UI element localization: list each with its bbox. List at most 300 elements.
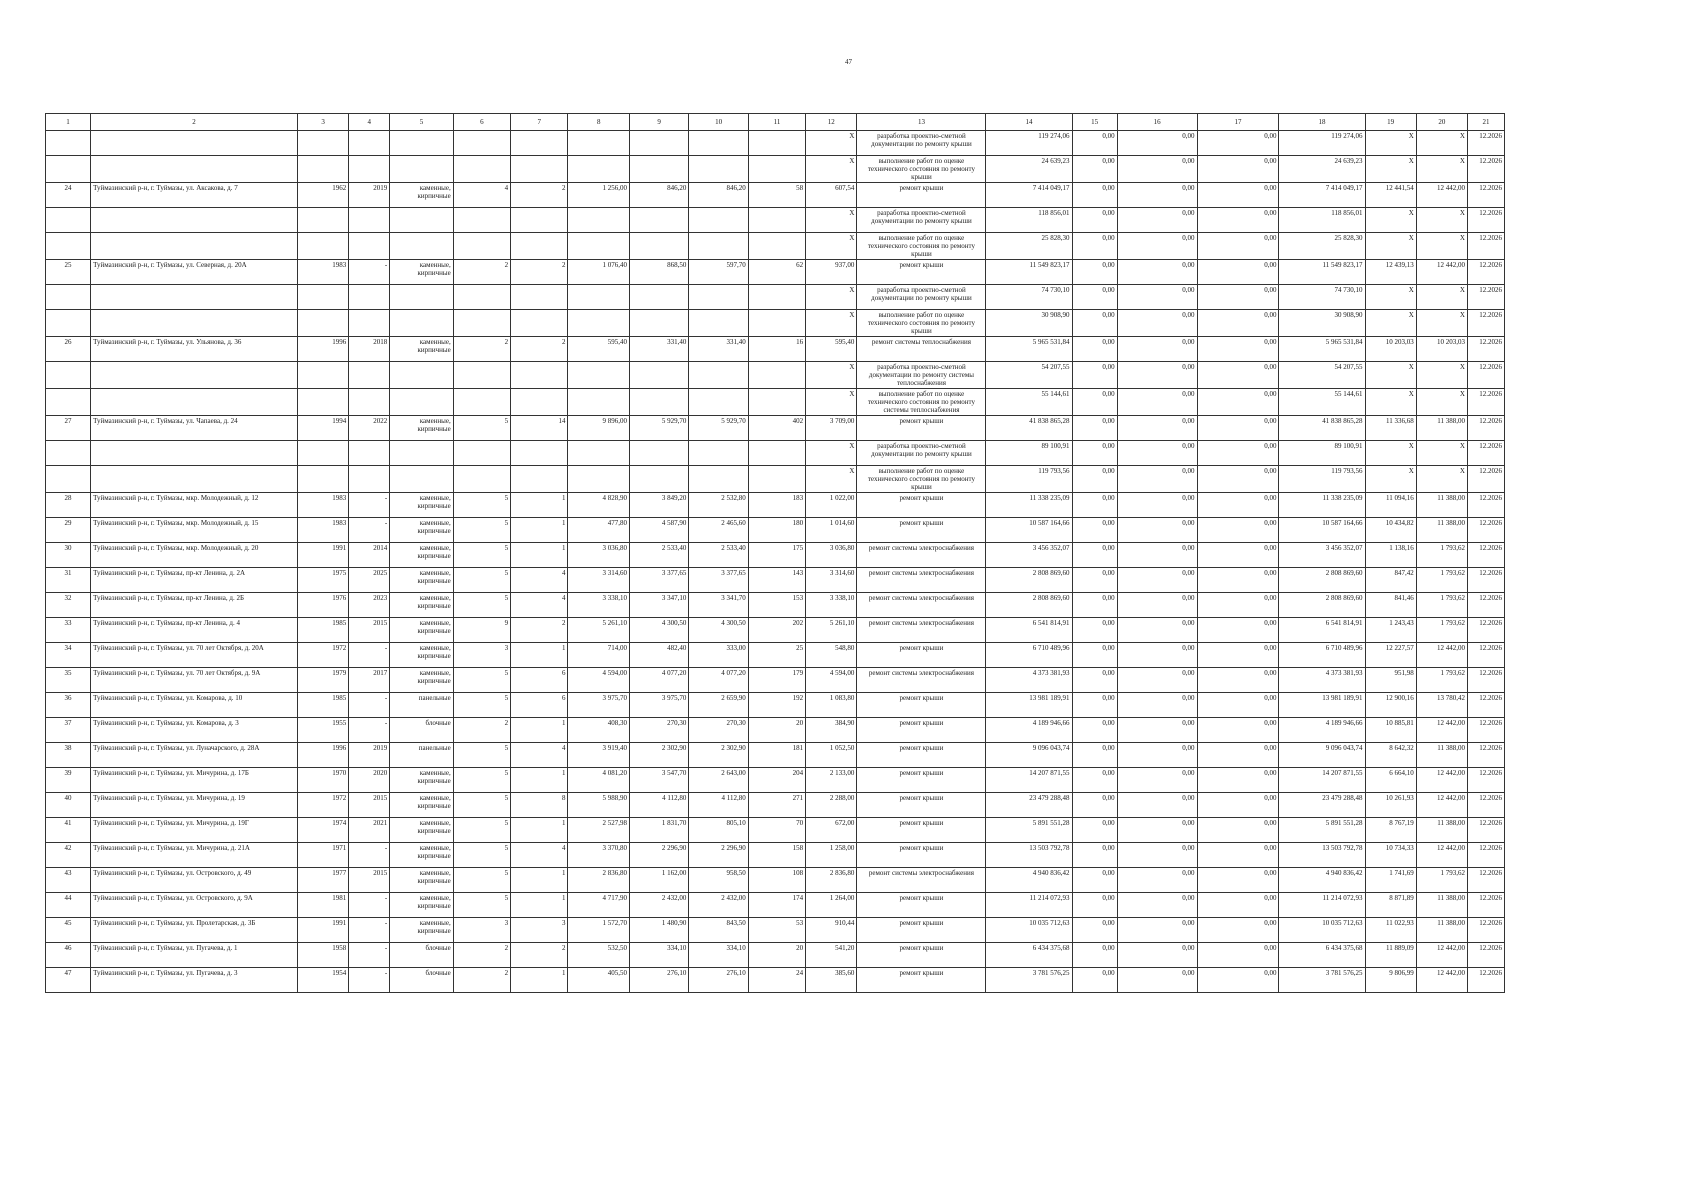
address-cell: Туймазинский р-н, г. Туймазы, ул. 70 лет Октября, д. 20А [91, 643, 298, 668]
year-last-repair-cell [349, 285, 390, 310]
year-last-repair-cell: - [349, 518, 390, 543]
residents-cell [748, 441, 805, 466]
wall-material-cell: каменные, кирпичные [390, 768, 454, 793]
total-cost-cell: 89 100,91 [986, 441, 1072, 466]
row-number-cell: 29 [46, 518, 91, 543]
address-cell [91, 285, 298, 310]
completion-date-cell: 12.2026 [1467, 131, 1504, 156]
floors-cell: 5 [453, 868, 510, 893]
work-volume-cell: 385,60 [806, 968, 857, 993]
floors-cell: 5 [453, 493, 510, 518]
owned-area-cell: 843,50 [689, 918, 748, 943]
living-area-cell [629, 233, 688, 260]
max-unit-cost-cell: 1 793,62 [1416, 868, 1467, 893]
row-number-cell: 38 [46, 743, 91, 768]
completion-date-cell: 12.2026 [1467, 618, 1504, 643]
year-built-cell [298, 466, 349, 493]
entrances-cell: 2 [511, 183, 568, 208]
fund-federal-cell: 0,00 [1072, 843, 1117, 868]
max-unit-cost-cell: 11 388,00 [1416, 893, 1467, 918]
owners-funds-cell: 14 207 871,55 [1279, 768, 1365, 793]
fund-federal-cell: 0,00 [1072, 337, 1117, 362]
work-volume-cell: 595,40 [806, 337, 857, 362]
address-cell: Туймазинский р-н, г. Туймазы, ул. Аксакова, д. 7 [91, 183, 298, 208]
row-number-cell: 37 [46, 718, 91, 743]
residents-cell: 179 [748, 668, 805, 693]
table-row [46, 285, 1505, 310]
row-number-cell: 31 [46, 568, 91, 593]
table-row [46, 893, 1505, 918]
floors-cell: 5 [453, 693, 510, 718]
unit-cost-cell: X [1365, 441, 1416, 466]
max-unit-cost-cell: 11 388,00 [1416, 918, 1467, 943]
completion-date-cell: 12.2026 [1467, 156, 1504, 183]
total-area-cell: 532,50 [568, 943, 629, 968]
wall-material-cell: каменные, кирпичные [390, 818, 454, 843]
total-area-cell: 3 975,70 [568, 693, 629, 718]
table-row [46, 643, 1505, 668]
year-last-repair-cell: 2018 [349, 337, 390, 362]
work-type-cell: ремонт системы электроснабжения [857, 868, 986, 893]
table-row [46, 362, 1505, 389]
fund-federal-cell: 0,00 [1072, 568, 1117, 593]
year-last-repair-cell [349, 310, 390, 337]
work-type-cell: ремонт крыши [857, 768, 986, 793]
work-volume-cell: 1 258,00 [806, 843, 857, 868]
total-cost-cell: 119 793,56 [986, 466, 1072, 493]
owners-funds-cell: 3 456 352,07 [1279, 543, 1365, 568]
owners-funds-cell: 24 639,23 [1279, 156, 1365, 183]
residents-cell: 108 [748, 868, 805, 893]
floors-cell [453, 389, 510, 416]
total-area-cell: 3 036,80 [568, 543, 629, 568]
fund-federal-cell: 0,00 [1072, 743, 1117, 768]
total-cost-cell: 30 908,90 [986, 310, 1072, 337]
owners-funds-cell: 10 035 712,63 [1279, 918, 1365, 943]
fund-regional-cell: 0,00 [1117, 618, 1197, 643]
total-cost-cell: 11 338 235,09 [986, 493, 1072, 518]
fund-municipal-cell: 0,00 [1197, 768, 1279, 793]
floors-cell: 5 [453, 593, 510, 618]
floors-cell [453, 131, 510, 156]
fund-federal-cell: 0,00 [1072, 441, 1117, 466]
work-volume-cell: 1 052,50 [806, 743, 857, 768]
fund-federal-cell: 0,00 [1072, 968, 1117, 993]
total-area-cell: 595,40 [568, 337, 629, 362]
unit-cost-cell: 12 227,57 [1365, 643, 1416, 668]
fund-regional-cell: 0,00 [1117, 493, 1197, 518]
work-type-cell: разработка проектно-сметной документации по ремонту крыши [857, 208, 986, 233]
work-type-cell: выполнение работ по оценке технического состояния по ремонту крыши [857, 156, 986, 183]
owners-funds-cell: 41 838 865,28 [1279, 416, 1365, 441]
work-type-cell: разработка проектно-сметной документации по ремонту крыши [857, 131, 986, 156]
year-last-repair-cell: 2020 [349, 768, 390, 793]
living-area-cell: 4 112,80 [629, 793, 688, 818]
work-type-cell: выполнение работ по оценке технического состояния по ремонту крыши [857, 233, 986, 260]
fund-municipal-cell: 0,00 [1197, 285, 1279, 310]
owners-funds-cell: 13 981 189,91 [1279, 693, 1365, 718]
year-last-repair-cell [349, 131, 390, 156]
row-number-cell [46, 233, 91, 260]
residents-cell: 175 [748, 543, 805, 568]
wall-material-cell: каменные, кирпичные [390, 260, 454, 285]
owners-funds-cell: 89 100,91 [1279, 441, 1365, 466]
year-last-repair-cell [349, 441, 390, 466]
address-cell [91, 233, 298, 260]
max-unit-cost-cell: 11 388,00 [1416, 416, 1467, 441]
fund-regional-cell: 0,00 [1117, 868, 1197, 893]
work-volume-cell: 3 709,00 [806, 416, 857, 441]
fund-regional-cell: 0,00 [1117, 441, 1197, 466]
year-built-cell: 1976 [298, 593, 349, 618]
work-type-cell: разработка проектно-сметной документации по ремонту крыши [857, 285, 986, 310]
total-cost-cell: 6 541 814,91 [986, 618, 1072, 643]
year-last-repair-cell: - [349, 968, 390, 993]
fund-federal-cell: 0,00 [1072, 818, 1117, 843]
address-cell: Туймазинский р-н, г. Туймазы, ул. Мичурина, д. 19 [91, 793, 298, 818]
work-type-cell: ремонт системы электроснабжения [857, 568, 986, 593]
header-cell: 4 [349, 114, 390, 131]
completion-date-cell: 12.2026 [1467, 416, 1504, 441]
row-number-cell: 45 [46, 918, 91, 943]
wall-material-cell: каменные, кирпичные [390, 868, 454, 893]
floors-cell: 5 [453, 893, 510, 918]
total-area-cell: 2 836,80 [568, 868, 629, 893]
max-unit-cost-cell: X [1416, 362, 1467, 389]
wall-material-cell [390, 362, 454, 389]
total-cost-cell: 4 373 381,93 [986, 668, 1072, 693]
living-area-cell: 331,40 [629, 337, 688, 362]
entrances-cell: 1 [511, 543, 568, 568]
owned-area-cell [689, 131, 748, 156]
unit-cost-cell: X [1365, 362, 1416, 389]
total-area-cell: 2 527,98 [568, 818, 629, 843]
max-unit-cost-cell: 12 442,00 [1416, 643, 1467, 668]
floors-cell: 5 [453, 416, 510, 441]
fund-municipal-cell: 0,00 [1197, 843, 1279, 868]
work-type-cell: ремонт крыши [857, 918, 986, 943]
floors-cell: 3 [453, 918, 510, 943]
completion-date-cell: 12.2026 [1467, 893, 1504, 918]
row-number-cell [46, 310, 91, 337]
fund-regional-cell: 0,00 [1117, 668, 1197, 693]
year-last-repair-cell [349, 389, 390, 416]
total-cost-cell: 25 828,30 [986, 233, 1072, 260]
unit-cost-cell: 12 900,16 [1365, 693, 1416, 718]
address-cell: Туймазинский р-н, г. Туймазы, мкр. Молодежный, д. 12 [91, 493, 298, 518]
residents-cell: 180 [748, 518, 805, 543]
fund-municipal-cell: 0,00 [1197, 593, 1279, 618]
address-cell: Туймазинский р-н, г. Туймазы, пр-кт Ленина, д. 2А [91, 568, 298, 593]
wall-material-cell: панельные [390, 693, 454, 718]
completion-date-cell: 12.2026 [1467, 668, 1504, 693]
fund-regional-cell: 0,00 [1117, 208, 1197, 233]
unit-cost-cell: X [1365, 156, 1416, 183]
year-built-cell [298, 362, 349, 389]
owners-funds-cell: 4 373 381,93 [1279, 668, 1365, 693]
total-area-cell [568, 310, 629, 337]
fund-regional-cell: 0,00 [1117, 466, 1197, 493]
fund-federal-cell: 0,00 [1072, 643, 1117, 668]
fund-municipal-cell: 0,00 [1197, 493, 1279, 518]
address-cell: Туймазинский р-н, г. Туймазы, ул. Пролетарская, д. 3Б [91, 918, 298, 943]
max-unit-cost-cell: 1 793,62 [1416, 543, 1467, 568]
residents-cell [748, 466, 805, 493]
table-row [46, 693, 1505, 718]
wall-material-cell: каменные, кирпичные [390, 518, 454, 543]
completion-date-cell: 12.2026 [1467, 260, 1504, 285]
row-number-cell: 32 [46, 593, 91, 618]
completion-date-cell: 12.2026 [1467, 943, 1504, 968]
table-row [46, 618, 1505, 643]
floors-cell: 5 [453, 668, 510, 693]
address-cell: Туймазинский р-н, г. Туймазы, ул. Мичурина, д. 21А [91, 843, 298, 868]
fund-federal-cell: 0,00 [1072, 918, 1117, 943]
year-built-cell: 1981 [298, 893, 349, 918]
entrances-cell: 6 [511, 668, 568, 693]
work-volume-cell: 910,44 [806, 918, 857, 943]
residents-cell: 20 [748, 943, 805, 968]
address-cell: Туймазинский р-н, г. Туймазы, ул. Ульянова, д. 36 [91, 337, 298, 362]
completion-date-cell: 12.2026 [1467, 441, 1504, 466]
fund-municipal-cell: 0,00 [1197, 643, 1279, 668]
fund-federal-cell: 0,00 [1072, 893, 1117, 918]
fund-municipal-cell: 0,00 [1197, 543, 1279, 568]
owned-area-cell: 2 302,90 [689, 743, 748, 768]
header-cell: 9 [629, 114, 688, 131]
completion-date-cell: 12.2026 [1467, 718, 1504, 743]
work-volume-cell: 541,20 [806, 943, 857, 968]
year-built-cell: 1962 [298, 183, 349, 208]
owned-area-cell [689, 208, 748, 233]
max-unit-cost-cell: 1 793,62 [1416, 568, 1467, 593]
owned-area-cell: 2 296,90 [689, 843, 748, 868]
row-number-cell [46, 156, 91, 183]
year-built-cell: 1972 [298, 643, 349, 668]
address-cell: Туймазинский р-н, г. Туймазы, ул. Островского, д. 9А [91, 893, 298, 918]
entrances-cell: 1 [511, 643, 568, 668]
owners-funds-cell: 6 710 489,96 [1279, 643, 1365, 668]
residents-cell: 143 [748, 568, 805, 593]
work-type-cell: ремонт системы электроснабжения [857, 618, 986, 643]
entrances-cell: 1 [511, 493, 568, 518]
fund-regional-cell: 0,00 [1117, 156, 1197, 183]
completion-date-cell: 12.2026 [1467, 693, 1504, 718]
fund-regional-cell: 0,00 [1117, 968, 1197, 993]
fund-regional-cell: 0,00 [1117, 183, 1197, 208]
address-cell [91, 131, 298, 156]
fund-regional-cell: 0,00 [1117, 310, 1197, 337]
fund-federal-cell: 0,00 [1072, 768, 1117, 793]
table-row [46, 518, 1505, 543]
owned-area-cell: 846,20 [689, 183, 748, 208]
max-unit-cost-cell: 11 388,00 [1416, 818, 1467, 843]
work-volume-cell: 3 036,80 [806, 543, 857, 568]
completion-date-cell: 12.2026 [1467, 466, 1504, 493]
total-area-cell [568, 466, 629, 493]
fund-federal-cell: 0,00 [1072, 693, 1117, 718]
max-unit-cost-cell: X [1416, 310, 1467, 337]
fund-federal-cell: 0,00 [1072, 793, 1117, 818]
work-type-cell: ремонт крыши [857, 183, 986, 208]
header-cell: 3 [298, 114, 349, 131]
address-cell [91, 362, 298, 389]
floors-cell [453, 362, 510, 389]
living-area-cell: 1 162,00 [629, 868, 688, 893]
year-built-cell: 1985 [298, 693, 349, 718]
floors-cell: 5 [453, 543, 510, 568]
wall-material-cell [390, 131, 454, 156]
year-last-repair-cell: 2015 [349, 793, 390, 818]
work-type-cell: ремонт системы электроснабжения [857, 668, 986, 693]
residents-cell [748, 310, 805, 337]
address-cell [91, 156, 298, 183]
max-unit-cost-cell: 12 442,00 [1416, 260, 1467, 285]
total-area-cell [568, 389, 629, 416]
owners-funds-cell: 4 189 946,66 [1279, 718, 1365, 743]
row-number-cell: 44 [46, 893, 91, 918]
row-number-cell: 47 [46, 968, 91, 993]
total-area-cell: 4 081,20 [568, 768, 629, 793]
total-cost-cell: 7 414 049,17 [986, 183, 1072, 208]
owned-area-cell [689, 233, 748, 260]
wall-material-cell: каменные, кирпичные [390, 843, 454, 868]
completion-date-cell: 12.2026 [1467, 233, 1504, 260]
living-area-cell: 1 831,70 [629, 818, 688, 843]
living-area-cell [629, 285, 688, 310]
entrances-cell: 2 [511, 337, 568, 362]
fund-municipal-cell: 0,00 [1197, 668, 1279, 693]
unit-cost-cell: 8 871,89 [1365, 893, 1416, 918]
unit-cost-cell: X [1365, 285, 1416, 310]
year-built-cell: 1983 [298, 518, 349, 543]
owned-area-cell [689, 310, 748, 337]
owners-funds-cell: 11 549 823,17 [1279, 260, 1365, 285]
row-number-cell: 40 [46, 793, 91, 818]
year-built-cell: 1974 [298, 818, 349, 843]
entrances-cell: 2 [511, 618, 568, 643]
total-area-cell: 3 919,40 [568, 743, 629, 768]
fund-regional-cell: 0,00 [1117, 389, 1197, 416]
floors-cell: 5 [453, 568, 510, 593]
unit-cost-cell: 6 664,10 [1365, 768, 1416, 793]
fund-federal-cell: 0,00 [1072, 668, 1117, 693]
owned-area-cell: 2 533,40 [689, 543, 748, 568]
entrances-cell: 6 [511, 693, 568, 718]
max-unit-cost-cell: X [1416, 131, 1467, 156]
owners-funds-cell: 118 856,01 [1279, 208, 1365, 233]
year-last-repair-cell: - [349, 918, 390, 943]
completion-date-cell: 12.2026 [1467, 208, 1504, 233]
fund-regional-cell: 0,00 [1117, 768, 1197, 793]
year-built-cell: 1977 [298, 868, 349, 893]
owned-area-cell: 331,40 [689, 337, 748, 362]
owned-area-cell: 2 432,00 [689, 893, 748, 918]
fund-municipal-cell: 0,00 [1197, 743, 1279, 768]
table-row [46, 208, 1505, 233]
total-area-cell: 3 370,80 [568, 843, 629, 868]
table-row [46, 793, 1505, 818]
unit-cost-cell: X [1365, 131, 1416, 156]
work-volume-cell: X [806, 389, 857, 416]
table-row [46, 310, 1505, 337]
year-last-repair-cell: - [349, 693, 390, 718]
work-type-cell: выполнение работ по оценке технического состояния по ремонту крыши [857, 466, 986, 493]
entrances-cell: 2 [511, 943, 568, 968]
owners-funds-cell: 6 434 375,68 [1279, 943, 1365, 968]
total-cost-cell: 23 479 288,48 [986, 793, 1072, 818]
total-cost-cell: 54 207,55 [986, 362, 1072, 389]
year-last-repair-cell: - [349, 643, 390, 668]
work-type-cell: ремонт крыши [857, 493, 986, 518]
unit-cost-cell: 1 138,16 [1365, 543, 1416, 568]
entrances-cell: 2 [511, 260, 568, 285]
residents-cell: 153 [748, 593, 805, 618]
fund-municipal-cell: 0,00 [1197, 718, 1279, 743]
work-volume-cell: X [806, 362, 857, 389]
address-cell: Туймазинский р-н, г. Туймазы, ул. Пугачева, д. 1 [91, 943, 298, 968]
unit-cost-cell: 951,98 [1365, 668, 1416, 693]
residents-cell: 20 [748, 718, 805, 743]
total-area-cell: 9 896,00 [568, 416, 629, 441]
living-area-cell: 3 547,70 [629, 768, 688, 793]
table-row [46, 743, 1505, 768]
row-number-cell: 33 [46, 618, 91, 643]
fund-regional-cell: 0,00 [1117, 743, 1197, 768]
owned-area-cell [689, 441, 748, 466]
completion-date-cell: 12.2026 [1467, 593, 1504, 618]
residents-cell: 53 [748, 918, 805, 943]
total-cost-cell: 3 781 576,25 [986, 968, 1072, 993]
work-volume-cell: 1 264,00 [806, 893, 857, 918]
fund-municipal-cell: 0,00 [1197, 156, 1279, 183]
total-cost-cell: 14 207 871,55 [986, 768, 1072, 793]
max-unit-cost-cell: 1 793,62 [1416, 593, 1467, 618]
work-type-cell: ремонт крыши [857, 968, 986, 993]
year-built-cell: 1996 [298, 743, 349, 768]
work-type-cell: ремонт крыши [857, 743, 986, 768]
unit-cost-cell: 841,46 [1365, 593, 1416, 618]
entrances-cell: 8 [511, 793, 568, 818]
year-last-repair-cell: 2025 [349, 568, 390, 593]
work-volume-cell: X [806, 131, 857, 156]
living-area-cell [629, 466, 688, 493]
year-last-repair-cell [349, 466, 390, 493]
unit-cost-cell: 10 734,33 [1365, 843, 1416, 868]
total-area-cell: 5 261,10 [568, 618, 629, 643]
fund-municipal-cell: 0,00 [1197, 233, 1279, 260]
residents-cell: 192 [748, 693, 805, 718]
fund-federal-cell: 0,00 [1072, 156, 1117, 183]
year-last-repair-cell: 2015 [349, 618, 390, 643]
address-cell: Туймазинский р-н, г. Туймазы, ул. Чапаева, д. 24 [91, 416, 298, 441]
work-volume-cell: 2 288,00 [806, 793, 857, 818]
total-cost-cell: 3 456 352,07 [986, 543, 1072, 568]
row-number-cell [46, 441, 91, 466]
work-volume-cell: X [806, 285, 857, 310]
fund-municipal-cell: 0,00 [1197, 968, 1279, 993]
residents-cell: 202 [748, 618, 805, 643]
year-built-cell: 1975 [298, 568, 349, 593]
fund-municipal-cell: 0,00 [1197, 868, 1279, 893]
residents-cell: 58 [748, 183, 805, 208]
year-built-cell [298, 208, 349, 233]
living-area-cell: 4 300,50 [629, 618, 688, 643]
unit-cost-cell: X [1365, 208, 1416, 233]
max-unit-cost-cell: 11 388,00 [1416, 493, 1467, 518]
max-unit-cost-cell: X [1416, 156, 1467, 183]
header-cell: 14 [986, 114, 1072, 131]
